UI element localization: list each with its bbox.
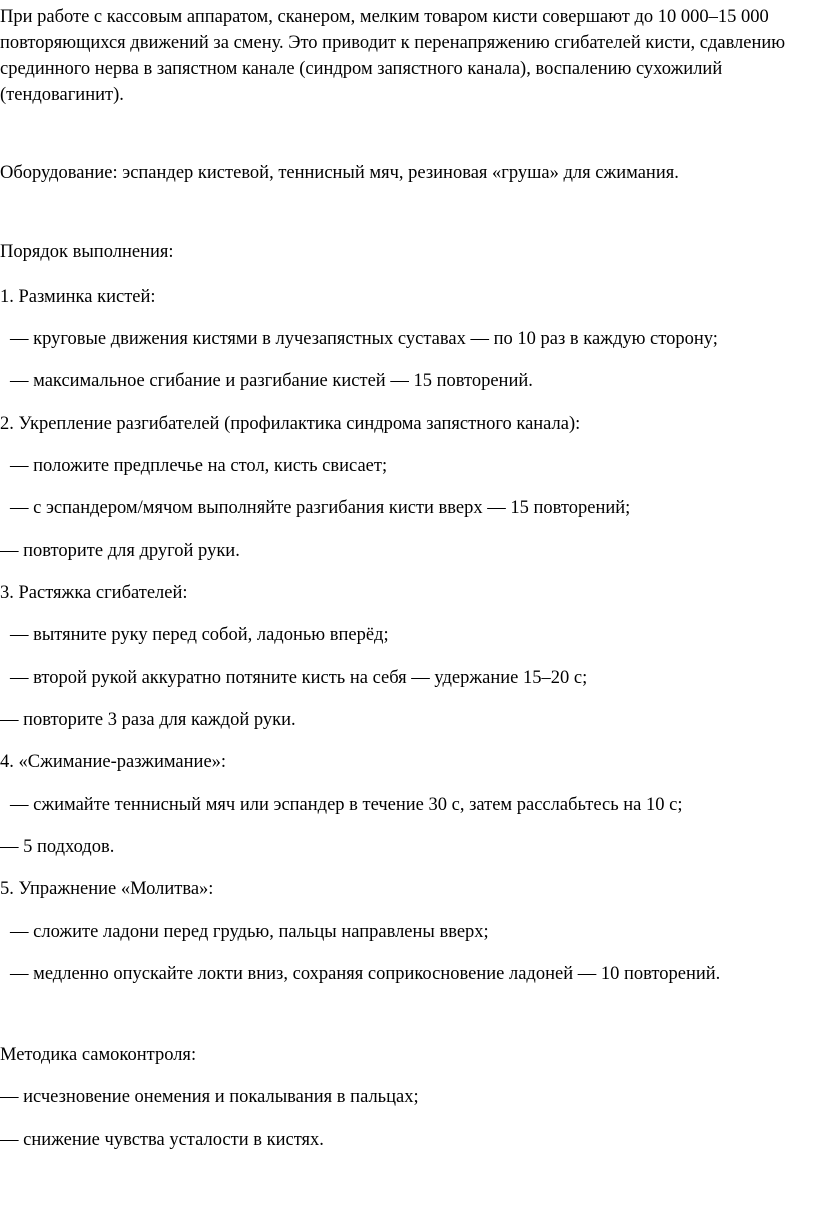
step-4-title: 4. «Сжимание-разжимание»: (0, 752, 227, 772)
step-3-title: 3. Растяжка сгибателей: (0, 583, 188, 603)
procedure-heading: Порядок выполнения: (0, 242, 174, 262)
intro-paragraph: При работе с кассовым аппаратом, сканером, мелким товаром кисти совершают до 10 000–15 000 повторяющихся движений за смену. Это приводит к перенапряжению сгибателей кисти, сдавлению срединного нерва в запястном канале (синдром запястного канала), воспалению сухожилий (тендовагинит). (0, 7, 786, 105)
step-2-item-1: — положите предплечье на стол, кисть свисает; (10, 456, 388, 476)
step-1-item-1: — круговые движения кистями в лучезапястных суставах — по 10 раз в каждую сторону; (10, 329, 718, 349)
step-4-item-1: — сжимайте теннисный мяч или эспандер в течение 30 с, затем расслабьтесь на 10 с; (10, 795, 683, 815)
step-3-item-3: — повторите 3 раза для каждой руки. (0, 710, 296, 730)
step-2-item-2: — с эспандером/мячом выполняйте разгибания кисти вверх — 15 повторений; (10, 498, 631, 518)
step-3-item-1: — вытяните руку перед собой, ладонью вперёд; (10, 625, 389, 645)
step-5-title: 5. Упражнение «Молитва»: (0, 879, 214, 899)
step-4-item-2: — 5 подходов. (0, 837, 115, 857)
selfcontrol-item-1: — исчезновение онемения и покалывания в пальцах; (0, 1087, 419, 1107)
equipment-line: Оборудование: эспандер кистевой, теннисный мяч, резиновая «груша» для сжимания. (0, 163, 679, 183)
selfcontrol-heading: Методика самоконтроля: (0, 1045, 197, 1065)
step-2-title: 2. Укрепление разгибателей (профилактика синдрома запястного канала): (0, 414, 581, 434)
step-2-item-3: — повторите для другой руки. (0, 541, 240, 561)
step-3-item-2: — второй рукой аккуратно потяните кисть на себя — удержание 15–20 с; (10, 668, 588, 688)
step-1-title: 1. Разминка кистей: (0, 287, 156, 307)
step-1-item-2: — максимальное сгибание и разгибание кистей — 15 повторений. (10, 371, 533, 391)
step-5-item-1: — сложите ладони перед грудью, пальцы направлены вверх; (10, 922, 489, 942)
step-5-item-2: — медленно опускайте локти вниз, сохраняя соприкосновение ладоней — 10 повторений. (10, 964, 721, 984)
selfcontrol-item-2: — снижение чувства усталости в кистях. (0, 1130, 324, 1150)
